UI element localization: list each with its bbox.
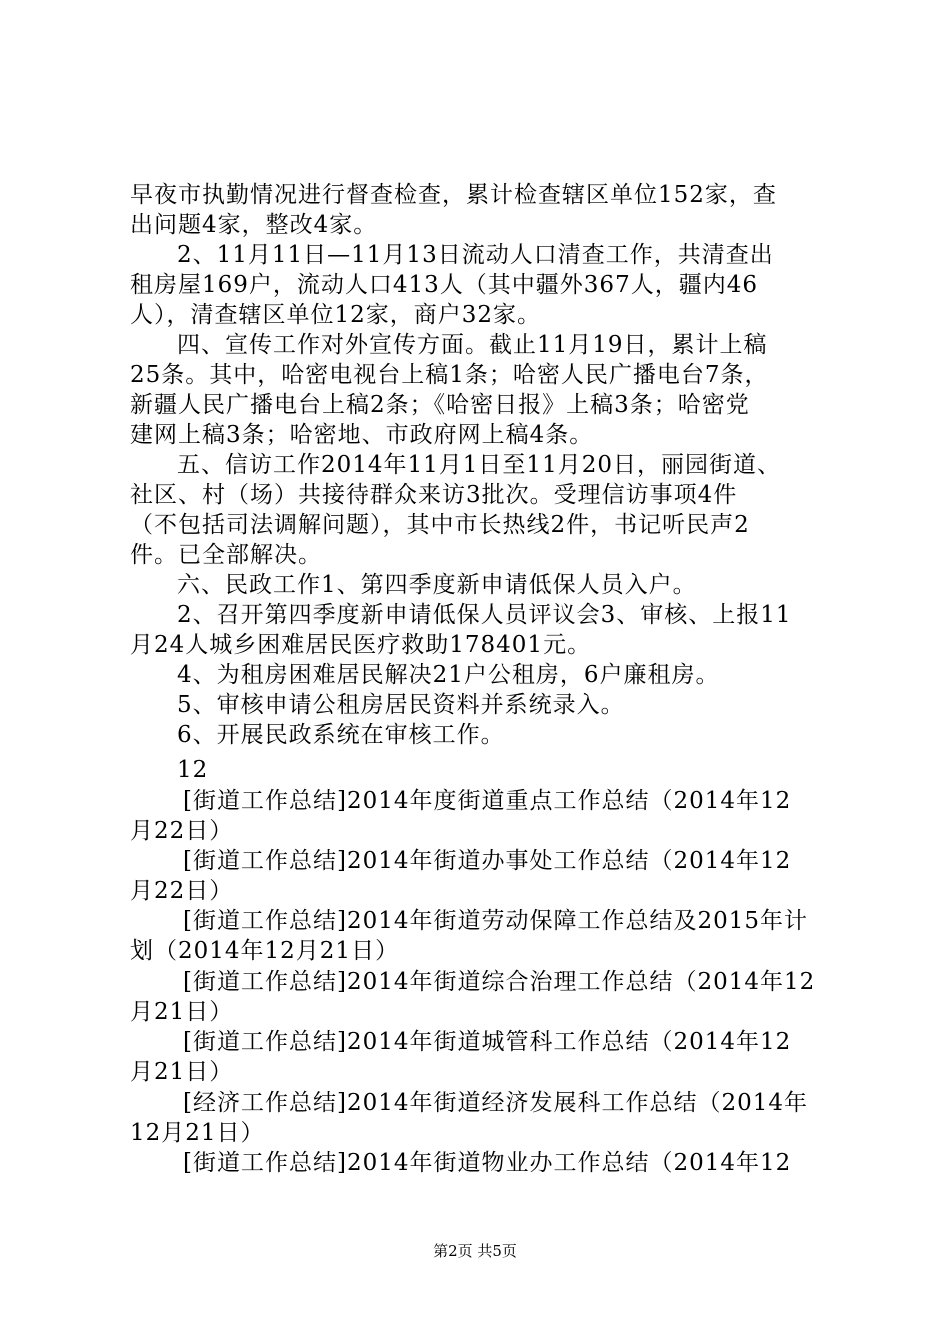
text-line: 建网上稿3条；哈密地、市政府网上稿4条。 (130, 422, 594, 448)
text-line: 件。已全部解决。 (130, 542, 322, 568)
text-line: 12月21日） (130, 1120, 265, 1146)
text-line: 人），清查辖区单位12家，商户32家。 (130, 302, 542, 328)
text-line: [街道工作总结]2014年街道综合治理工作总结（2014年12 (183, 969, 816, 995)
text-line: 月21日） (130, 1059, 234, 1085)
text-line: 月24人城乡困难居民医疗救助178401元。 (130, 632, 592, 658)
text-line: [街道工作总结]2014年度街道重点工作总结（2014年12 (183, 788, 792, 814)
text-line: 新疆人民广播电台上稿2条；《哈密日报》上稿3条；哈密党 (130, 392, 750, 418)
text-line: 12 (177, 757, 209, 783)
text-line: 月22日） (130, 818, 234, 844)
text-line: （不包括司法调解问题），其中市长热线2件，书记听民声2 (130, 512, 750, 538)
text-line: [街道工作总结]2014年街道城管科工作总结（2014年12 (183, 1029, 792, 1055)
text-line: [经济工作总结]2014年街道经济发展科工作总结（2014年 (183, 1090, 809, 1116)
text-line: [街道工作总结]2014年街道办事处工作总结（2014年12 (183, 848, 792, 874)
text-line: 四、宣传工作对外宣传方面。截止11月19日，累计上稿 (177, 332, 768, 358)
text-line: 五、信访工作2014年11月1日至11月20日，丽园街道、 (177, 452, 781, 478)
text-line: 划（2014年12月21日） (130, 938, 400, 964)
text-line: 6、开展民政系统在审核工作。 (177, 722, 505, 748)
text-line: 六、民政工作1、第四季度新申请低保人员入户。 (177, 572, 697, 598)
text-line: 2、召开第四季度新申请低保人员评议会3、审核、上报11 (177, 602, 792, 628)
text-line: 2、11月11日—11月13日流动人口清查工作，共清查出 (177, 242, 774, 268)
page-footer: 第2页 共5页 (433, 1242, 517, 1260)
text-line: 4、为租房困难居民解决21户公租房，6户廉租房。 (177, 662, 720, 688)
text-line: 租房屋169户，流动人口413人（其中疆外367人，疆内46 (130, 272, 758, 298)
text-line: [街道工作总结]2014年街道劳动保障工作总结及2015年计 (183, 908, 809, 934)
text-line: 社区、村（场）共接待群众来访3批次。受理信访事项4件 (130, 482, 738, 508)
text-line: 出问题4家，整改4家。 (130, 212, 378, 238)
text-line: 25条。其中，哈密电视台上稿1条；哈密人民广播电台7条， (130, 362, 769, 388)
text-line: [街道工作总结]2014年街道物业办工作总结（2014年12 (183, 1150, 792, 1176)
text-line: 月21日） (130, 999, 234, 1025)
text-line: 月22日） (130, 878, 234, 904)
text-line: 早夜市执勤情况进行督查检查，累计检查辖区单位152家，查 (130, 182, 777, 208)
text-line: 5、审核申请公租房居民资料并系统录入。 (177, 692, 625, 718)
